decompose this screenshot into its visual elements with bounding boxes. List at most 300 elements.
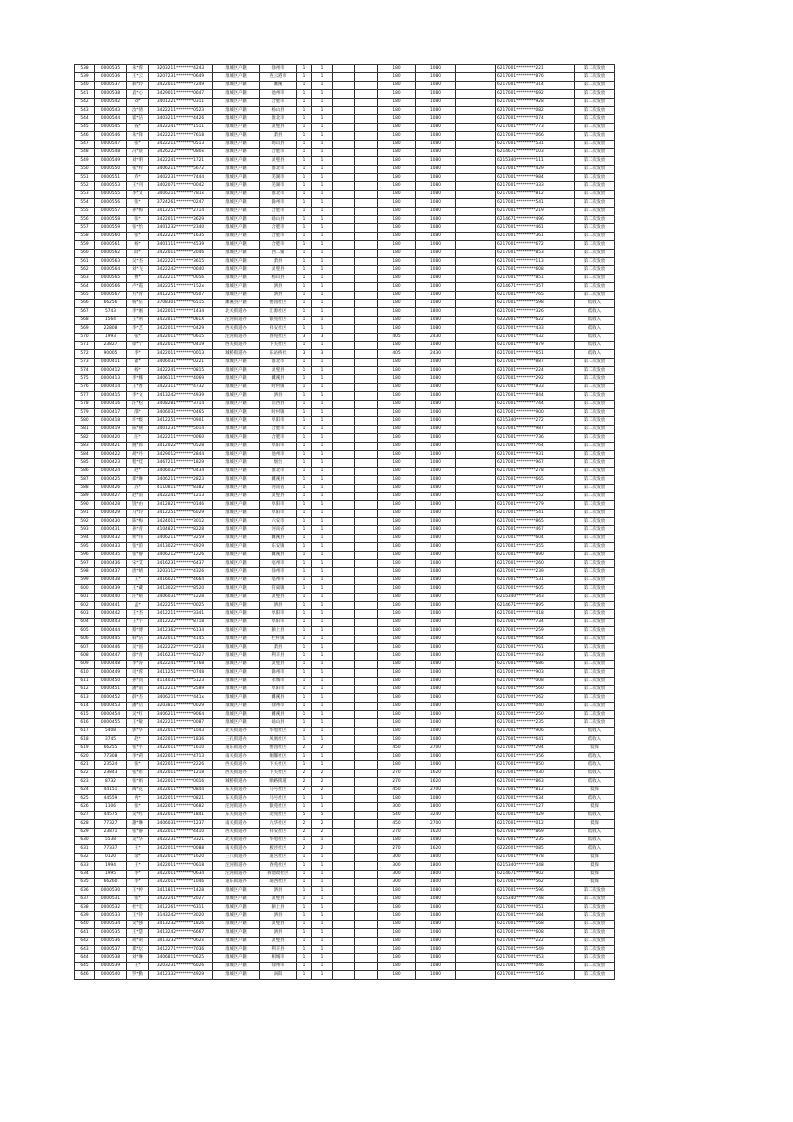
cell-category: 低收入 [575, 333, 615, 341]
cell-monthly [355, 509, 378, 517]
cell-phone: 1080 [416, 753, 456, 761]
cell-blank [333, 140, 355, 148]
cell-phone: 1080 [416, 702, 456, 710]
cell-category: 第二次发放 [575, 576, 615, 584]
cell-index: 640 [75, 920, 95, 928]
cell-index: 608 [75, 652, 95, 660]
table-row [75, 677, 615, 685]
cell-name: 徐*青 [127, 652, 149, 660]
cell-location: 时村镇 [260, 409, 297, 417]
cell-monthly [355, 417, 378, 425]
cell-id-number: 3413242********4939 [149, 392, 213, 400]
cell-blank [333, 744, 355, 752]
cell-location: 婴园社区 [260, 744, 297, 752]
cell-monthly [355, 878, 378, 886]
cell-blank-b [456, 635, 496, 643]
cell-count-a: 1 [297, 383, 312, 391]
cell-index: 624 [75, 786, 95, 794]
cell-household: 淮城区户籍 [213, 358, 260, 366]
cell-count-b: 2 [312, 845, 333, 853]
cell-total: 450 [378, 820, 416, 828]
cell-bank-account: 6217001*********900 [496, 409, 575, 417]
cell-count-b: 1 [312, 375, 333, 383]
table-row [75, 291, 615, 299]
cell-count-a: 1 [297, 325, 312, 333]
cell-name: 吴*杰 [127, 257, 149, 265]
cell-total: 180 [378, 643, 416, 651]
cell-name: 唐*晴 [127, 568, 149, 576]
cell-index: 556 [75, 216, 95, 224]
cell-blank [333, 677, 355, 685]
cell-blank [333, 719, 355, 727]
cell-location: 阜阳市 [260, 417, 297, 425]
cell-index: 627 [75, 811, 95, 819]
cell-count-b: 2 [312, 769, 333, 777]
cell-monthly [355, 199, 378, 207]
table-row [75, 694, 615, 702]
cell-id-number: 4114031********5123 [149, 677, 213, 685]
cell-count-a: 1 [297, 148, 312, 156]
cell-id: 0000551 [95, 174, 127, 182]
cell-bank-account: 6217001*********851 [496, 274, 575, 282]
cell-index: 560 [75, 249, 95, 257]
cell-total: 180 [378, 610, 416, 618]
cell-phone: 1080 [416, 190, 456, 198]
cell-blank-b [456, 65, 496, 73]
cell-monthly [355, 635, 378, 643]
cell-count-b: 1 [312, 551, 333, 559]
cell-blank-b [456, 392, 496, 400]
cell-category: 第二次发放 [575, 274, 615, 282]
cell-bank-account: 6217001*********292 [496, 375, 575, 383]
cell-count-b: 1 [312, 971, 333, 979]
cell-count-b: 1 [312, 912, 333, 920]
table-row [75, 283, 615, 291]
cell-total: 180 [378, 937, 416, 945]
cell-id: 0000546 [95, 132, 127, 140]
cell-name: 李*文 [127, 190, 149, 198]
cell-location: 淮北市 [260, 467, 297, 475]
table-row [75, 425, 615, 433]
cell-blank-b [456, 627, 496, 635]
cell-household: 淮城区户籍 [213, 551, 260, 559]
cell-id: 0000535 [95, 929, 127, 937]
cell-phone: 1080 [416, 534, 456, 542]
table-row [75, 652, 615, 660]
cell-monthly [355, 786, 378, 794]
cell-total: 180 [378, 912, 416, 920]
table-row [75, 862, 615, 870]
cell-location: 迪西社区 [260, 878, 297, 886]
cell-id-number: 3422251********152x [149, 283, 213, 291]
cell-blank-b [456, 929, 496, 937]
table-row [75, 367, 615, 375]
cell-location: 九华社区 [260, 820, 297, 828]
cell-location: 下关社区 [260, 761, 297, 769]
table-row [75, 971, 615, 979]
cell-total: 180 [378, 90, 416, 98]
cell-total: 180 [378, 207, 416, 215]
cell-bank-account: 6215340*********343 [496, 593, 575, 601]
cell-category: 低收入 [575, 778, 615, 786]
cell-total: 180 [378, 148, 416, 156]
cell-count-b: 1 [312, 836, 333, 844]
cell-category: 第二次发放 [575, 383, 615, 391]
cell-location: 灵璧县 [260, 660, 297, 668]
cell-count-a: 1 [297, 895, 312, 903]
cell-phone: 1080 [416, 157, 456, 165]
cell-phone: 1080 [416, 257, 456, 265]
cell-name: 王*利 [127, 316, 149, 324]
cell-blank-b [456, 803, 496, 811]
cell-bank-account: 6217001*********074 [496, 115, 575, 123]
cell-category: 低收入 [575, 811, 615, 819]
cell-monthly [355, 232, 378, 240]
cell-phone: 1080 [416, 425, 456, 433]
cell-name: 张*静 [127, 551, 149, 559]
cell-location: 滁州市 [260, 199, 297, 207]
cell-household: 淮城区户籍 [213, 450, 260, 458]
cell-bank-account: 6217001*********531 [496, 576, 575, 584]
cell-blank [333, 257, 355, 265]
cell-category: 第二次发放 [575, 65, 615, 73]
cell-monthly [355, 98, 378, 106]
cell-location: 阜阳市 [260, 610, 297, 618]
cell-id-number: 3422211********0087 [149, 719, 213, 727]
cell-blank-b [456, 971, 496, 979]
cell-id: 0000444 [95, 627, 127, 635]
cell-id-number: 3422231********3321 [149, 836, 213, 844]
cell-count-a: 1 [297, 216, 312, 224]
cell-category: 低保 [575, 870, 615, 878]
cell-location: 华旭社区 [260, 727, 297, 735]
cell-category: 第二次发放 [575, 232, 615, 240]
cell-location: 阜阳市 [260, 501, 297, 509]
cell-id-number: 3412211********2589 [149, 685, 213, 693]
cell-phone: 1080 [416, 887, 456, 895]
cell-count-b: 1 [312, 878, 333, 886]
cell-name: 邵* [127, 409, 149, 417]
cell-count-a: 1 [297, 492, 312, 500]
cell-count-b: 1 [312, 115, 333, 123]
cell-count-b: 1 [312, 140, 333, 148]
cell-index: 538 [75, 65, 95, 73]
cell-total: 180 [378, 165, 416, 173]
cell-blank-b [456, 920, 496, 928]
cell-location: 濉溪县 [260, 711, 297, 719]
cell-count-a: 1 [297, 341, 312, 349]
cell-monthly [355, 476, 378, 484]
cell-index: 634 [75, 870, 95, 878]
cell-blank-b [456, 182, 496, 190]
cell-bank-account: 6217001*********433 [496, 325, 575, 333]
cell-id-number: 3401231********5014 [149, 425, 213, 433]
cell-phone: 1080 [416, 711, 456, 719]
table-row [75, 794, 615, 802]
cell-total: 180 [378, 534, 416, 542]
cell-household: 淮城区户籍 [213, 560, 260, 568]
cell-name: 吴*红 [127, 711, 149, 719]
cell-phone: 1080 [416, 526, 456, 534]
cell-name: 张* [127, 140, 149, 148]
cell-location: 濉溪县 [260, 476, 297, 484]
table-row [75, 174, 615, 182]
cell-id: 0000561 [95, 241, 127, 249]
cell-blank [333, 895, 355, 903]
cell-index: 585 [75, 459, 95, 467]
cell-count-a: 1 [297, 367, 312, 375]
cell-id-number: 3422011********2226 [149, 761, 213, 769]
cell-total: 180 [378, 794, 416, 802]
cell-blank [333, 560, 355, 568]
cell-monthly [355, 602, 378, 610]
cell-category: 低收入 [575, 341, 615, 349]
cell-index: 546 [75, 132, 95, 140]
cell-name: 赵* [127, 736, 149, 744]
cell-index: 575 [75, 375, 95, 383]
cell-blank [333, 794, 355, 802]
cell-count-a: 1 [297, 140, 312, 148]
cell-id: 44575 [95, 811, 127, 819]
cell-id: 0000424 [95, 467, 127, 475]
cell-bank-account: 6217001*********596 [496, 887, 575, 895]
cell-blank-b [456, 560, 496, 568]
cell-id-number: 3422011********061X [149, 316, 213, 324]
cell-household: 三孔街道办 [213, 736, 260, 744]
cell-phone: 1080 [416, 560, 456, 568]
cell-household: 淮城区户籍 [213, 677, 260, 685]
cell-category: 低收入 [575, 736, 615, 744]
cell-id-number: 3406811********0625 [149, 954, 213, 962]
cell-bank-account: 6217001*********876 [496, 73, 575, 81]
cell-index: 550 [75, 165, 95, 173]
cell-id-number: 3422011********1836 [149, 736, 213, 744]
cell-phone: 2700 [416, 786, 456, 794]
cell-monthly [355, 811, 378, 819]
cell-household: 淮城区户籍 [213, 409, 260, 417]
table-row [75, 299, 615, 307]
cell-name: 郑*坛 [127, 946, 149, 954]
cell-count-a: 1 [297, 65, 312, 73]
cell-index: 600 [75, 585, 95, 593]
cell-count-b: 1 [312, 174, 333, 182]
cell-blank-b [456, 761, 496, 769]
cell-id: 0000558 [95, 216, 127, 224]
cell-id-number: 3422011********4145 [149, 635, 213, 643]
cell-blank [333, 643, 355, 651]
cell-blank [333, 593, 355, 601]
cell-household: 淮城区户籍 [213, 266, 260, 274]
cell-blank [333, 409, 355, 417]
cell-id: 0000564 [95, 266, 127, 274]
cell-category: 低保 [575, 853, 615, 861]
cell-household: 淮城区户籍 [213, 929, 260, 937]
cell-index: 631 [75, 845, 95, 853]
cell-index: 599 [75, 576, 95, 584]
cell-index: 543 [75, 106, 95, 114]
cell-id: 22808 [95, 325, 127, 333]
cell-id-number: 3406111********4069 [149, 375, 213, 383]
cell-index: 549 [75, 157, 95, 165]
cell-location: 栏杆镇 [260, 635, 297, 643]
cell-index: 542 [75, 98, 95, 106]
cell-total: 180 [378, 753, 416, 761]
cell-blank [333, 383, 355, 391]
cell-location: 合肥市 [260, 241, 297, 249]
cell-name: 陶*花 [127, 786, 149, 794]
cell-household: 西关街道办 [213, 828, 260, 836]
cell-count-b: 1 [312, 895, 333, 903]
cell-index: 583 [75, 442, 95, 450]
cell-blank-b [456, 199, 496, 207]
cell-count-a: 2 [297, 828, 312, 836]
cell-index: 555 [75, 207, 95, 215]
cell-count-a: 1 [297, 912, 312, 920]
cell-blank [333, 392, 355, 400]
cell-phone: 1080 [416, 836, 456, 844]
table-row [75, 602, 615, 610]
cell-count-a: 1 [297, 719, 312, 727]
cell-id-number: 3413232********062x [149, 937, 213, 945]
cell-household: 淮城区户籍 [213, 65, 260, 73]
cell-blank [333, 946, 355, 954]
cell-blank-b [456, 845, 496, 853]
cell-phone: 1080 [416, 115, 456, 123]
cell-blank [333, 887, 355, 895]
cell-household: 淮城区户籍 [213, 643, 260, 651]
cell-total: 180 [378, 341, 416, 349]
cell-phone: 1080 [416, 299, 456, 307]
cell-total: 180 [378, 593, 416, 601]
cell-location: 阜阳市 [260, 442, 297, 450]
cell-location: 颍上县 [260, 904, 297, 912]
cell-count-a: 1 [297, 904, 312, 912]
cell-total: 450 [378, 786, 416, 794]
cell-id-number: 3422011********4713 [149, 753, 213, 761]
cell-name: 袁*心 [127, 90, 149, 98]
cell-name: 李*艺 [127, 325, 149, 333]
cell-blank [333, 333, 355, 341]
cell-blank-b [456, 165, 496, 173]
cell-id: 0000447 [95, 652, 127, 660]
cell-bank-account: 6217001*********127 [496, 803, 575, 811]
cell-bank-account: 6217001*********040 [496, 702, 575, 710]
cell-count-b: 1 [312, 207, 333, 215]
cell-count-b: 1 [312, 216, 333, 224]
table-row [75, 954, 615, 962]
cell-name: 张*梓 [127, 165, 149, 173]
cell-phone: 1080 [416, 140, 456, 148]
cell-location: 徐州市 [260, 962, 297, 970]
cell-location: 合肥市 [260, 148, 297, 156]
cell-blank [333, 904, 355, 912]
cell-phone: 1080 [416, 501, 456, 509]
cell-location: 华旭社区 [260, 836, 297, 844]
cell-blank [333, 711, 355, 719]
table-row [75, 946, 615, 954]
cell-category: 第二次发放 [575, 669, 615, 677]
cell-household: 淮城区户籍 [213, 887, 260, 895]
cell-household: 淮城区户籍 [213, 90, 260, 98]
cell-category: 第二次发放 [575, 123, 615, 131]
cell-blank-b [456, 98, 496, 106]
cell-blank [333, 736, 355, 744]
cell-bank-account: 6217001*********734 [496, 618, 575, 626]
cell-count-a: 1 [297, 727, 312, 735]
cell-blank-b [456, 534, 496, 542]
cell-name: 曹* [127, 274, 149, 282]
cell-id-number: 3412211********3341 [149, 610, 213, 618]
cell-blank [333, 669, 355, 677]
cell-household: 淮城区户籍 [213, 174, 260, 182]
cell-category: 低收入 [575, 845, 615, 853]
cell-count-b: 1 [312, 459, 333, 467]
cell-location: 汇源社区 [260, 308, 297, 316]
cell-household: 淮城区户籍 [213, 904, 260, 912]
cell-index: 602 [75, 602, 95, 610]
cell-household: 西关街道办 [213, 325, 260, 333]
cell-total: 180 [378, 568, 416, 576]
cell-id: 0000549 [95, 157, 127, 165]
cell-location: 银苑社区 [260, 803, 297, 811]
cell-id: 0000454 [95, 711, 127, 719]
cell-blank-b [456, 73, 496, 81]
cell-household: 淮城区户籍 [213, 224, 260, 232]
cell-phone: 1080 [416, 551, 456, 559]
cell-phone: 1080 [416, 241, 456, 249]
cell-household: 东关街道办 [213, 794, 260, 802]
cell-name: 朱*锋 [127, 132, 149, 140]
cell-count-a: 1 [297, 81, 312, 89]
cell-id: 0000418 [95, 417, 127, 425]
cell-count-b: 1 [312, 492, 333, 500]
cell-phone: 1620 [416, 778, 456, 786]
cell-bank-account: 6217001*********844 [496, 392, 575, 400]
cell-monthly [355, 241, 378, 249]
cell-category: 第二次发放 [575, 895, 615, 903]
cell-id: 5538 [95, 836, 127, 844]
cell-monthly [355, 836, 378, 844]
cell-id: 0000450 [95, 677, 127, 685]
cell-index: 562 [75, 266, 95, 274]
cell-monthly [355, 727, 378, 735]
table-row [75, 157, 615, 165]
cell-count-a: 1 [297, 501, 312, 509]
cell-id: 0000420 [95, 434, 127, 442]
cell-count-a: 1 [297, 711, 312, 719]
cell-count-a: 1 [297, 753, 312, 761]
cell-monthly [355, 442, 378, 450]
cell-total: 540 [378, 811, 416, 819]
cell-location: 灵璧县 [260, 367, 297, 375]
cell-count-a: 1 [297, 618, 312, 626]
cell-bank-account: 6217001*********560 [496, 685, 575, 693]
cell-count-b: 1 [312, 929, 333, 937]
cell-blank [333, 820, 355, 828]
cell-name: 胡*萌 [127, 937, 149, 945]
cell-blank [333, 803, 355, 811]
cell-monthly [355, 484, 378, 492]
table-row [75, 140, 615, 148]
cell-bank-account: 6217001*********672 [496, 241, 575, 249]
cell-id-number: 3406031********0465 [149, 409, 213, 417]
cell-total: 180 [378, 115, 416, 123]
cell-location: 凤凰社区 [260, 736, 297, 744]
cell-bank-account: 6217001*********235 [496, 836, 575, 844]
cell-count-b: 1 [312, 962, 333, 970]
cell-name: 吴*国 [127, 643, 149, 651]
cell-total: 180 [378, 434, 416, 442]
